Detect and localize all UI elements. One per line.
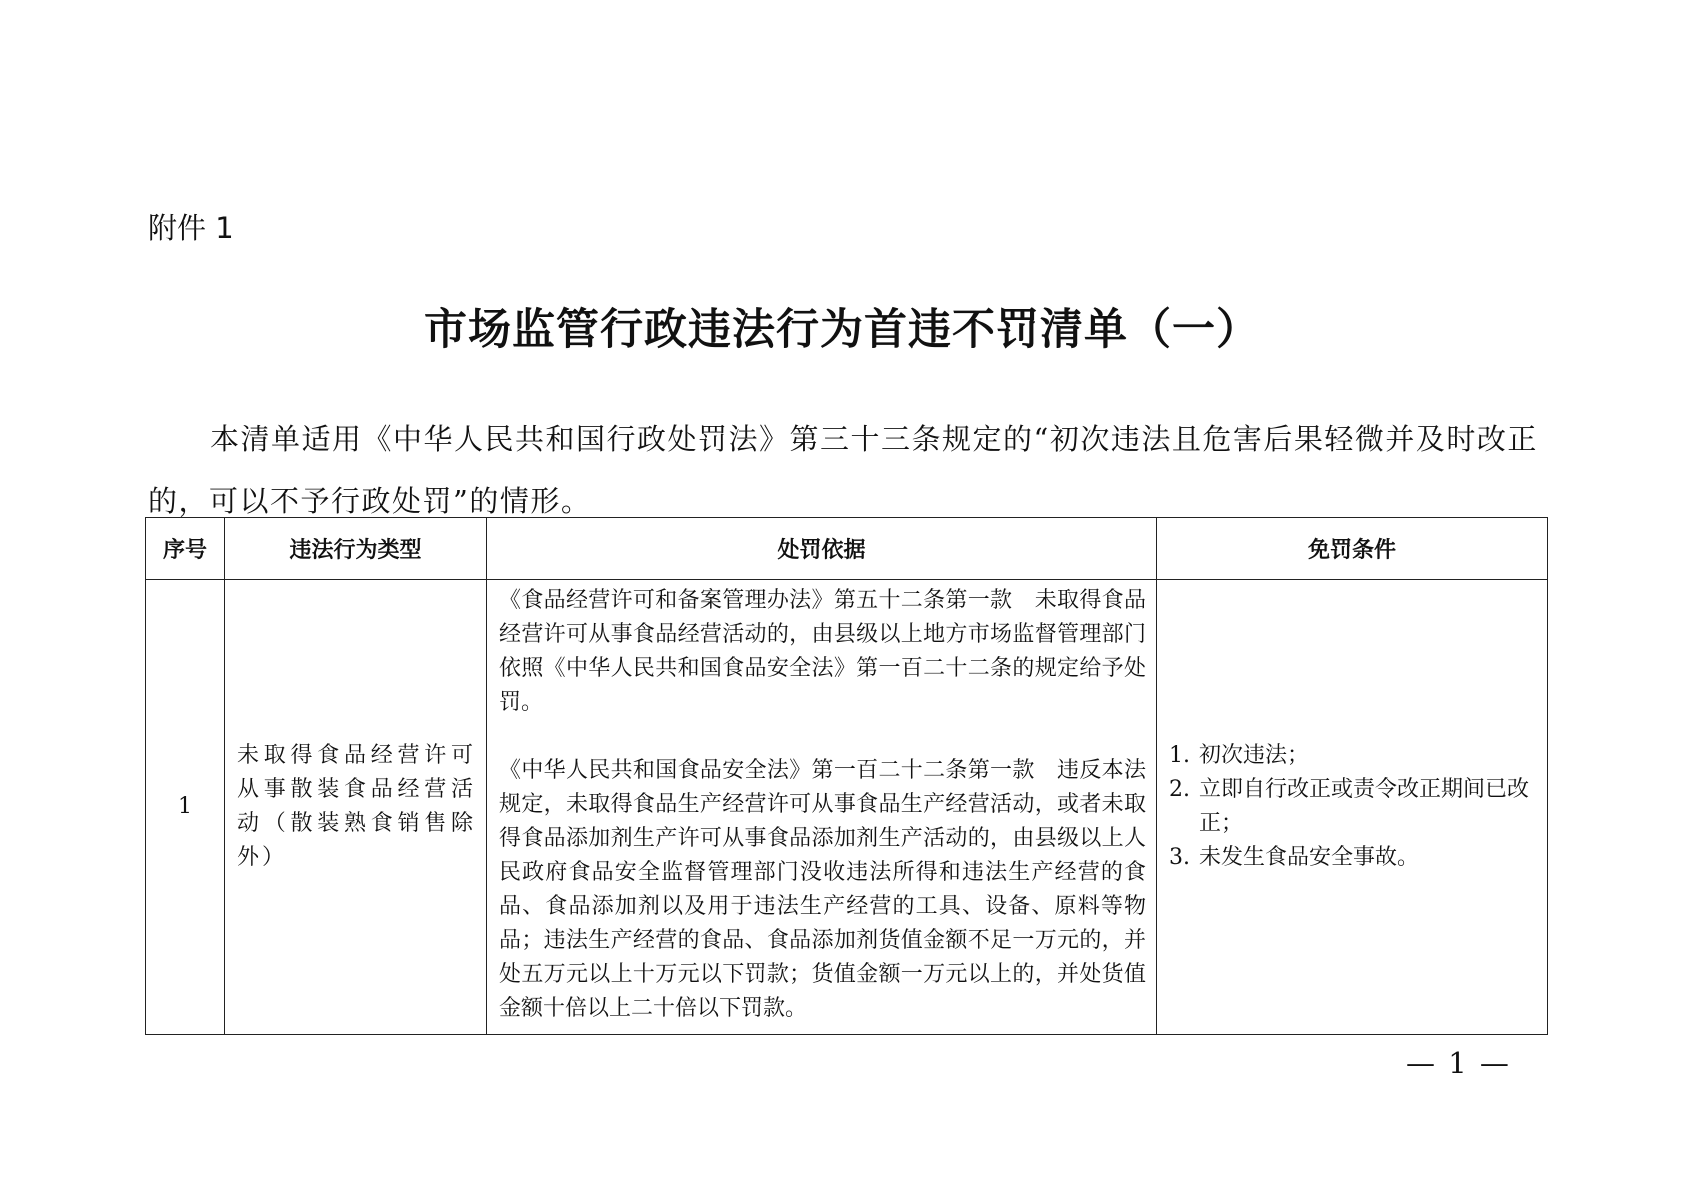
cell-exemption-conditions: [1157, 580, 1548, 1035]
cell-violation-type: 未取得食品经营许可从事散装食品经营活动（散装熟食销售除外）: [225, 580, 487, 1035]
table-body: [146, 580, 1548, 1035]
document-title: 市场监管行政违法行为首违不罚清单（一）: [424, 305, 1260, 355]
cell-penalty-basis: [487, 580, 1157, 1035]
header-penalty-basis: 处罚依据: [487, 518, 1157, 580]
condition-text: 初次违法；: [1199, 743, 1310, 768]
condition-number: 1.: [1169, 743, 1190, 768]
condition-text: 未发生食品安全事故。: [1199, 845, 1420, 870]
cell-serial-number: 1: [146, 580, 225, 1035]
header-exemption-conditions: 免罚条件: [1157, 518, 1548, 580]
condition-number: 2.: [1169, 777, 1190, 802]
condition-item: [1169, 773, 1537, 841]
page-number: — 1 —: [1406, 1046, 1511, 1080]
condition-number: 3.: [1169, 845, 1190, 870]
header-violation-type: 违法行为类型: [225, 518, 487, 580]
condition-item: [1169, 739, 1537, 773]
basis-paragraph-regulation: 《食品经营许可和备案管理办法》第五十二条第一款 未取得食品经营许可从事食品经营活动的，由县级以上地方市场监督管理部门依照《中华人民共和国食品安全法》第一百二十二条的规定给予处罚。: [499, 588, 1146, 715]
table-row: [146, 580, 1548, 1035]
condition-text: 立即自行改正或责令改正期间已改正；: [1199, 777, 1530, 836]
header-serial-number: 序号: [146, 518, 225, 580]
attachment-label: 附件 1: [148, 211, 234, 245]
table-header: [146, 518, 1548, 580]
basis-paragraph-law: 《中华人民共和国食品安全法》第一百二十二条第一款 违反本法规定，未取得食品生产经营许可从事食品生产经营活动，或者未取得食品添加剂生产许可从事食品添加剂生产活动的，由县级以上人民政府食品安全监督管理部门没收违法所得和违法生产经营的食品、食品添加剂以及用于违法生产经营的工具、设备、原料等物品；违法生产经营的食品、食品添加剂货值金额不足一万元的，并处五万元以上十万元以下罚款；货值金额一万元以上的，并处货值金额十倍以上二十倍以下罚款。: [499, 758, 1146, 1021]
penalty-exemption-table: [145, 517, 1548, 1035]
condition-item: [1169, 841, 1537, 875]
conditions-list: [1169, 739, 1537, 875]
table-header-row: [146, 518, 1548, 580]
intro-paragraph: 本清单适用《中华人民共和国行政处罚法》第三十三条规定的“初次违法且危害后果轻微并及时改正的，可以不予行政处罚”的情形。: [148, 422, 1538, 518]
paragraph-spacer: [499, 720, 1146, 754]
